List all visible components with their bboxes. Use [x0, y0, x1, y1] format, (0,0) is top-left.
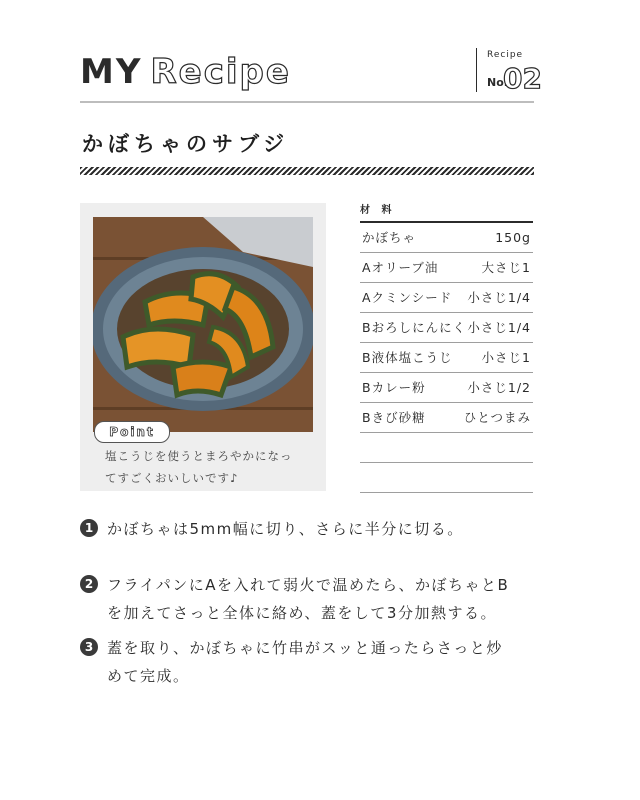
title-recipe: Recipe — [150, 52, 291, 92]
ingredient-name: Bきび砂糖 — [362, 409, 426, 425]
point-badge: Point — [94, 421, 170, 443]
point-text-line-1: 塩こうじを使うとまろやかになっ — [105, 449, 293, 463]
step-text — [107, 515, 547, 543]
ingredient-name: かぼちゃ — [362, 229, 417, 245]
step-text-line: めて完成。 — [107, 667, 190, 685]
ingredient-blank-row — [360, 433, 533, 463]
recipe-number: 02 — [503, 62, 542, 95]
ingredients-list — [360, 203, 533, 493]
ingredient-quantity: ひとつまみ — [463, 409, 531, 425]
step-text-line: フライパンにAを入れて弱火で温めたら、かぼちゃとB — [107, 576, 510, 594]
step-number-badge: 1 — [80, 519, 98, 537]
step-text-line: 蓋を取り、かぼちゃに竹串がスッと通ったらさっと炒 — [107, 639, 503, 657]
point-note — [105, 445, 315, 489]
ingredient-row — [360, 403, 533, 433]
ingredient-blank-row — [360, 463, 533, 493]
photo-card — [80, 203, 326, 491]
ingredient-row — [360, 283, 533, 313]
step-text — [107, 634, 547, 690]
step-text-line: かぼちゃは5mm幅に切り、さらに半分に切る。 — [107, 520, 464, 538]
ingredient-row — [360, 223, 533, 253]
dish-photo-illustration — [93, 217, 313, 432]
ingredient-row — [360, 373, 533, 403]
no-label: No. — [487, 76, 508, 89]
title-my: MY — [80, 52, 143, 92]
point-text-line-2: てすごくおいしいです♪ — [105, 471, 239, 485]
ingredient-quantity: 小さじ1/2 — [467, 379, 531, 395]
step-text — [107, 571, 547, 627]
page-title — [80, 52, 291, 92]
ingredient-name: B液体塩こうじ — [362, 349, 453, 365]
ingredient-quantity: 大さじ1 — [481, 259, 531, 275]
step-text-line: を加えてさっと全体に絡め、蓋をして3分加熱する。 — [107, 604, 497, 622]
page-header — [80, 48, 542, 104]
header-divider — [80, 101, 534, 103]
dish-photo — [93, 217, 313, 432]
step-number-badge: 3 — [80, 638, 98, 656]
ingredient-name: Bカレー粉 — [362, 379, 426, 395]
ingredient-row — [360, 313, 533, 343]
hatched-divider — [80, 167, 534, 175]
ingredient-quantity: 小さじ1/4 — [467, 319, 531, 335]
ingredient-quantity: 小さじ1 — [481, 349, 531, 365]
recipe-number-box — [476, 48, 542, 95]
ingredient-name: Aクミンシード — [362, 289, 453, 305]
ingredient-quantity: 150g — [495, 229, 531, 245]
step-number-badge: 2 — [80, 575, 98, 593]
ingredients-heading: 材 料 — [360, 205, 396, 216]
ingredient-name: Bおろしにんにく — [362, 319, 467, 335]
ingredient-row — [360, 343, 533, 373]
ingredient-name: Aオリーブ油 — [362, 259, 439, 275]
ingredient-quantity: 小さじ1/4 — [467, 289, 531, 305]
ingredient-row — [360, 253, 533, 283]
recipe-label: Recipe — [487, 50, 524, 60]
dish-title: かぼちゃのサブジ — [82, 132, 290, 156]
